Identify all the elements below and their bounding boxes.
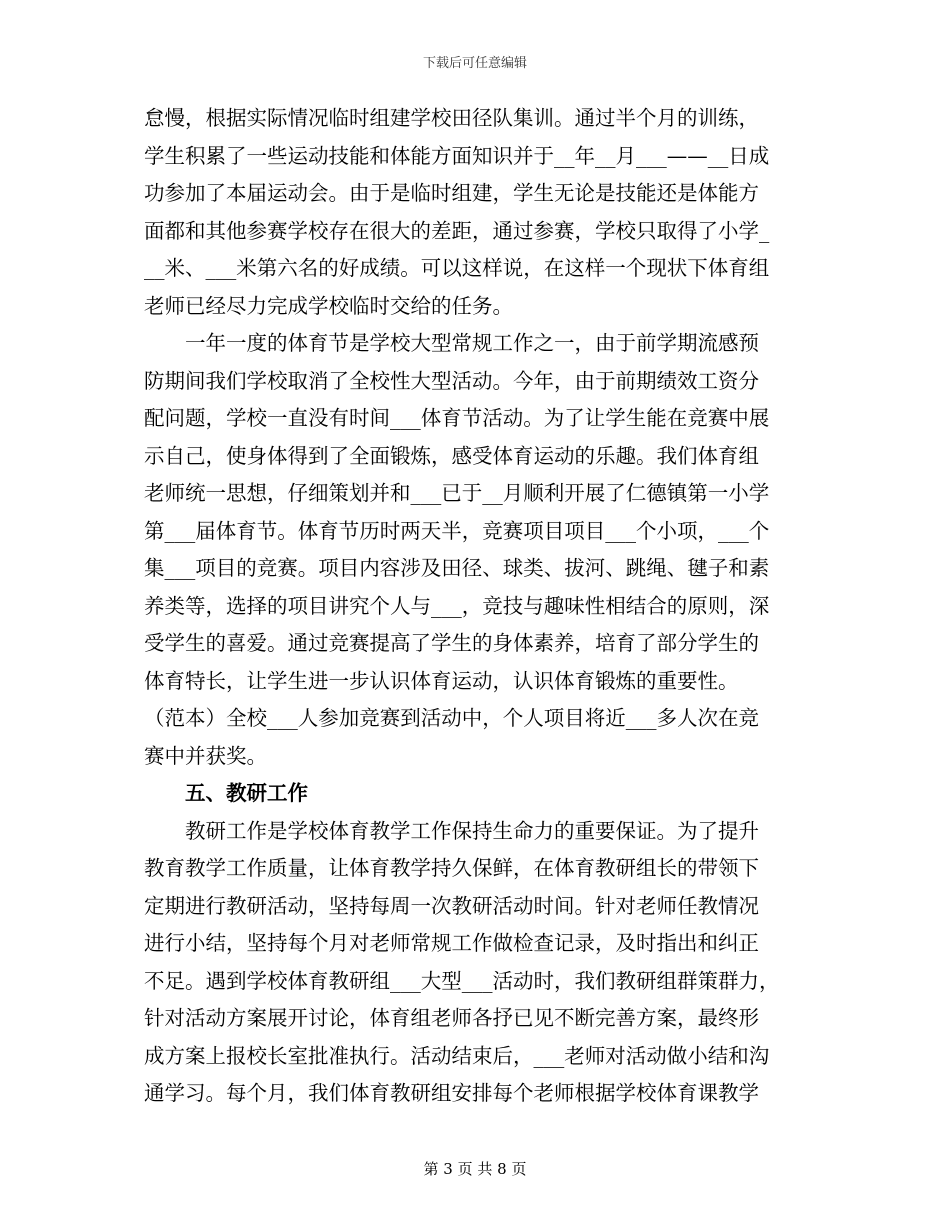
text-line: 成方案上报校长室批准执行。活动结束后，___老师对活动做小结和沟 <box>144 1043 770 1068</box>
text-line: 怠慢，根据实际情况临时组建学校田径队集训。通过半个月的训练， <box>144 106 759 130</box>
text-line: 体育特长，让学生进一步认识体育运动，认识体育锻炼的重要性。 <box>144 668 739 693</box>
text-line: 一年一度的体育节是学校大型常规工作之一，由于前学期流感预 <box>185 331 759 355</box>
page-footer: 第 3 页 共 8 页 <box>423 1160 527 1178</box>
text-line: 集___项目的竞赛。项目内容涉及田径、球类、拔河、跳绳、毽子和素 <box>144 556 770 580</box>
document-body <box>144 100 809 1113</box>
page-header: 下载后可任意编辑 <box>422 56 527 71</box>
text-line: 面都和其他参赛学校存在很大的差距，通过参赛，学校只取得了小学_ <box>144 218 770 243</box>
text-line: 通学习。每个月，我们体育教研组安排每个老师根据学校体育课教学 <box>144 1081 759 1105</box>
text-line: 示自己，使身体得到了全面锻炼，感受体育运动的乐趣。我们体育组 <box>144 443 759 468</box>
text-line: 配问题，学校一直没有时间___体育节活动。为了让学生能在竞赛中展 <box>144 406 770 430</box>
text-line: 定期进行教研活动，坚持每周一次教研活动时间。针对老师任教情况 <box>144 893 759 918</box>
text-line: 学生积累了一些运动技能和体能方面知识并于__年__月___——__日成 <box>144 143 770 168</box>
text-line: 进行小结，坚持每个月对老师常规工作做检查记录，及时指出和纠正 <box>144 931 759 955</box>
text-line: 老师统一思想，仔细策划并和___已于__月顺利开展了仁德镇第一小学 <box>144 481 770 505</box>
text-line: 不足。遇到学校体育教研组___大型___活动时，我们教研组群策群力， <box>144 968 780 993</box>
text-line: 教研工作是学校体育教学工作保持生命力的重要保证。为了提升 <box>185 818 759 843</box>
text-line: 针对活动方案展开讨论，体育组老师各抒已见不断完善方案，最终形 <box>144 1006 759 1030</box>
text-line: 教育教学工作质量，让体育教学持久保鲜，在体育教研组长的带领下 <box>144 856 759 880</box>
text-line: __米、___米第六名的好成绩。可以这样说，在这样一个现状下体育组 <box>144 256 770 280</box>
text-line: 赛中并获奖。 <box>144 743 267 768</box>
text-line: 功参加了本届运动会。由于是临时组建，学生无论是技能还是体能方 <box>144 181 759 205</box>
text-line: 受学生的喜爱。通过竞赛提高了学生的身体素养，培育了部分学生的 <box>144 631 759 655</box>
text-line: 防期间我们学校取消了全校性大型活动。今年，由于前期绩效工资分 <box>144 368 759 393</box>
text-line: 养类等，选择的项目讲究个人与___，竞技与趣味性相结合的原则，深 <box>144 593 770 618</box>
text-line: 老师已经尽力完成学校临时交给的任务。 <box>144 293 513 318</box>
text-line: 第___届体育节。体育节历时两天半，竞赛项目项目___个小项，___个 <box>144 518 770 543</box>
text-line: （范本）全校___人参加竞赛到活动中，个人项目将近___多人次在竞 <box>144 706 759 730</box>
section-heading: 五、教研工作 <box>185 781 308 805</box>
